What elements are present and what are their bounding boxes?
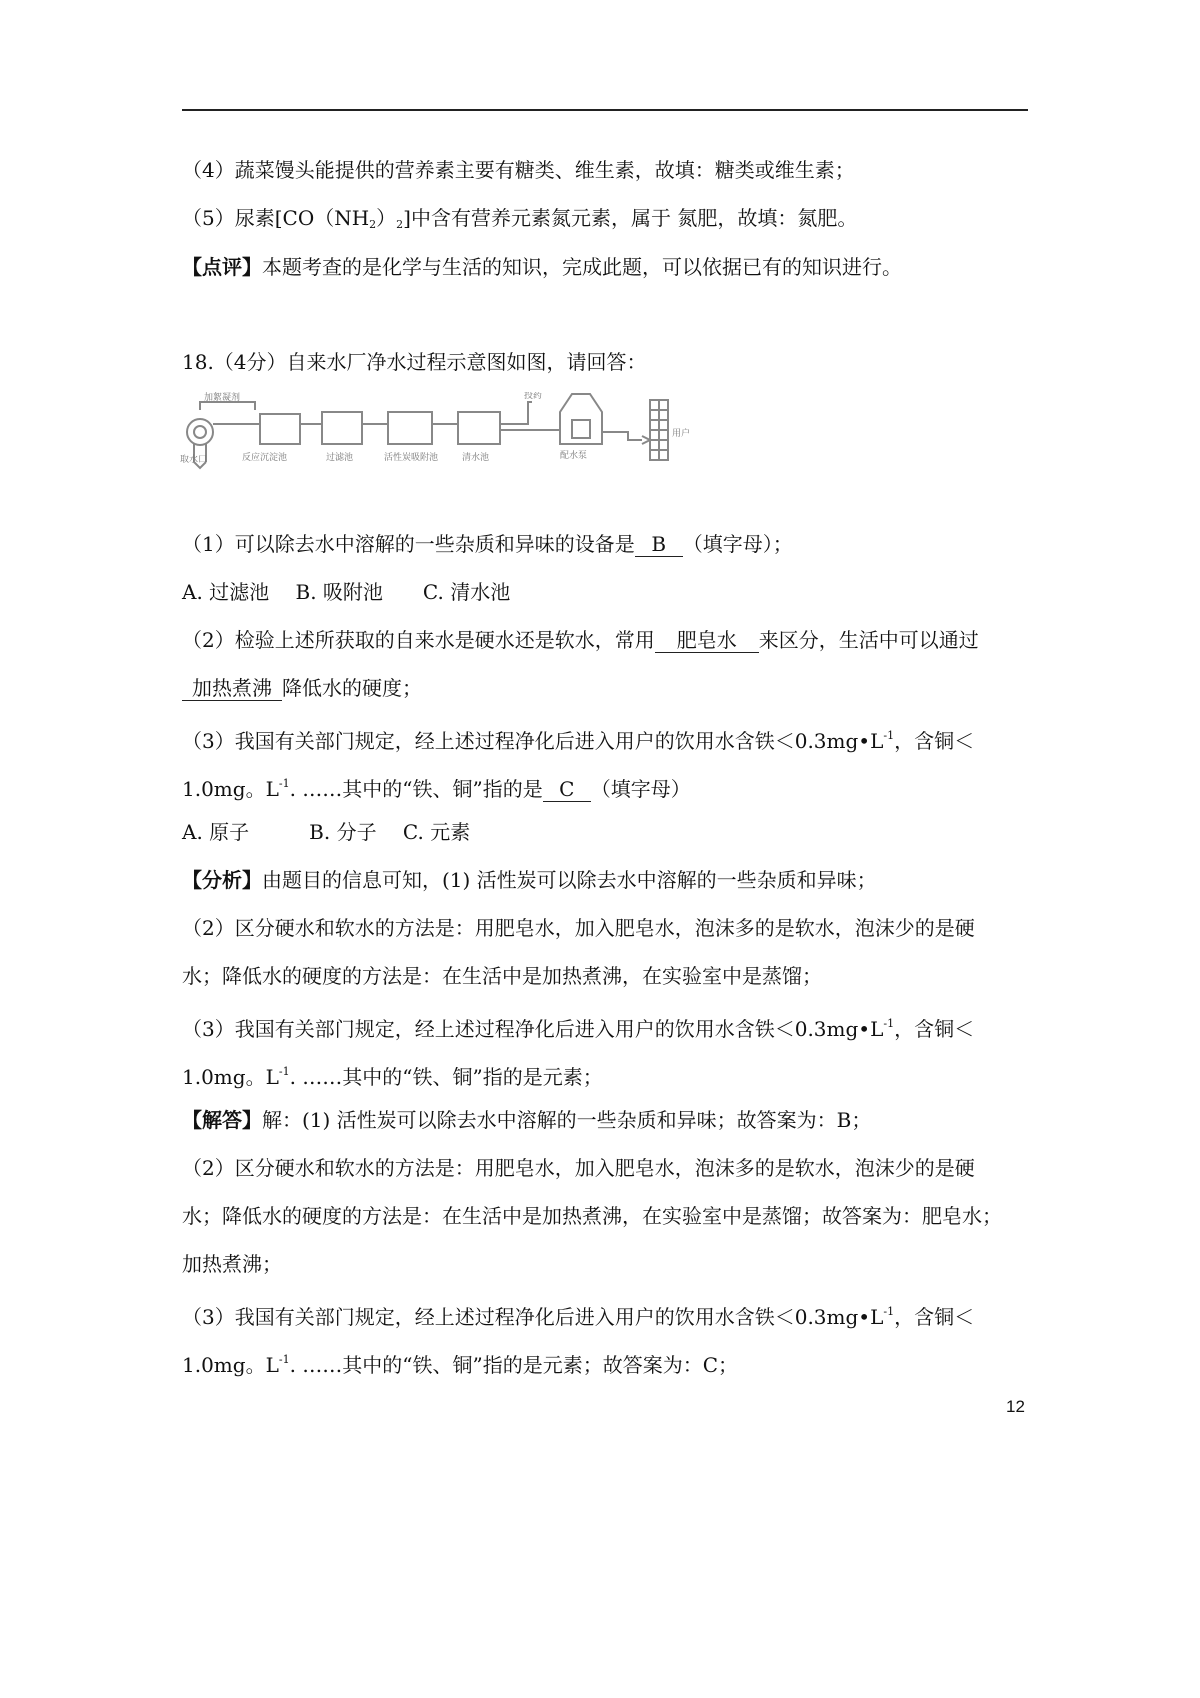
answer-blank: B bbox=[635, 532, 683, 557]
solution-line-1: 【解答】解：(1) 活性炭可以除去水中溶解的一些杂质和异味；故答案为：B； bbox=[182, 1108, 872, 1132]
header-rule bbox=[182, 109, 1028, 111]
q18-part-2-cont: 加热煮沸 降低水的硬度； bbox=[182, 674, 422, 702]
q18-part-2: （2）检验上述所获取的自来水是硬水还是软水，常用 肥皂水 来区分，生活中可以通过 bbox=[182, 628, 979, 652]
analysis-line-3: 水；降低水的硬度的方法是：在生活中是加热煮沸，在实验室中是蒸馏； bbox=[182, 964, 822, 988]
diagram-label: 过滤池 bbox=[326, 453, 354, 463]
analysis-line-1: 【分析】由题目的信息可知，(1) 活性炭可以除去水中溶解的一些杂质和异味； bbox=[182, 868, 877, 892]
diagram-label: 活性炭吸附池 bbox=[384, 453, 439, 463]
clean-water-tank bbox=[458, 412, 500, 444]
review-tag: 【点评】 bbox=[182, 255, 262, 279]
page-number: 12 bbox=[1006, 1397, 1025, 1416]
q18-part-3-options: A. 原子 B. 分子 C. 元素 bbox=[182, 820, 471, 844]
diagram-label: 加絮凝剂 bbox=[204, 393, 241, 403]
diagram-label: 用户 bbox=[672, 429, 691, 439]
solution-line-6: 1.0mg。$L^{-1}$. ……其中的“铁、铜”指的是元素；故答案为：C； bbox=[182, 1353, 739, 1377]
diagram-label: 清水池 bbox=[462, 453, 490, 463]
analysis-line-5: 1.0mg。$L^{-1}$. ……其中的“铁、铜”指的是元素； bbox=[182, 1065, 603, 1089]
q18-part-3: （3）我国有关部门规定，经上述过程净化后进入用户的饮用水含铁$<0.3mg•L^{-1}$，含铜＜ bbox=[182, 729, 975, 753]
analysis-tag: 【分析】 bbox=[182, 868, 262, 892]
answer-blank: 加热煮沸 bbox=[182, 676, 282, 701]
answer-line-5: （5）尿素$[CO(NH_2)_2]$中含有营养元素氮元素，属于 氮肥，故填：氮肥。 bbox=[182, 206, 858, 231]
q18-part-3-cont: 1.0mg。$L^{-1}$. ……其中的“铁、铜”指的是 C （填字母） bbox=[182, 777, 691, 801]
answer-line-4: （4）蔬菜馒头能提供的营养素主要有糖类、维生素，故填：糖类或维生素； bbox=[182, 158, 855, 182]
filter-tank bbox=[322, 412, 362, 444]
review-line: 【点评】本题考查的是化学与生活的知识，完成此题，可以依据已有的知识进行。 bbox=[182, 255, 902, 279]
answer-blank: C bbox=[543, 777, 591, 802]
answer-blank: 肥皂水 bbox=[655, 628, 759, 653]
analysis-line-2: （2）区分硬水和软水的方法是：用肥皂水，加入肥皂水，泡沫多的是软水，泡沫少的是硬 bbox=[182, 916, 975, 940]
solution-line-5: （3）我国有关部门规定，经上述过程净化后进入用户的饮用水含铁$<0.3mg•L^{-1}$，含铜＜ bbox=[182, 1305, 975, 1329]
q18-part-1: （1）可以除去水中溶解的一些杂质和异味的设备是 B （填字母）； bbox=[182, 532, 793, 556]
reaction-tank bbox=[260, 414, 300, 444]
solution-tag: 【解答】 bbox=[182, 1108, 262, 1132]
solution-line-3: 水；降低水的硬度的方法是：在生活中是加热煮沸，在实验室中是蒸馏；故答案为：肥皂水； bbox=[182, 1204, 1002, 1228]
water-purification-diagram bbox=[180, 392, 780, 492]
adsorption-tank bbox=[388, 412, 432, 444]
diagram-label: 投药 bbox=[524, 392, 543, 401]
question-18-title: 18.（4分）自来水厂净水过程示意图如图，请回答： bbox=[182, 350, 647, 374]
solution-line-2: （2）区分硬水和软水的方法是：用肥皂水，加入肥皂水，泡沫多的是软水，泡沫少的是硬 bbox=[182, 1156, 975, 1180]
diagram-label: 反应沉淀池 bbox=[242, 453, 288, 463]
intake-wheel bbox=[187, 419, 213, 445]
analysis-line-4: （3）我国有关部门规定，经上述过程净化后进入用户的饮用水含铁$<0.3mg•L^{-1}$，含铜＜ bbox=[182, 1017, 975, 1041]
solution-line-4: 加热煮沸； bbox=[182, 1252, 282, 1276]
diagram-label: 配水泵 bbox=[560, 451, 588, 461]
q18-part-1-options: A. 过滤池 B. 吸附池 C. 清水池 bbox=[182, 580, 511, 604]
coagulant-pipe bbox=[200, 402, 255, 410]
delivery-pipe bbox=[602, 432, 642, 440]
diagram-label: 取水口 bbox=[180, 455, 208, 465]
